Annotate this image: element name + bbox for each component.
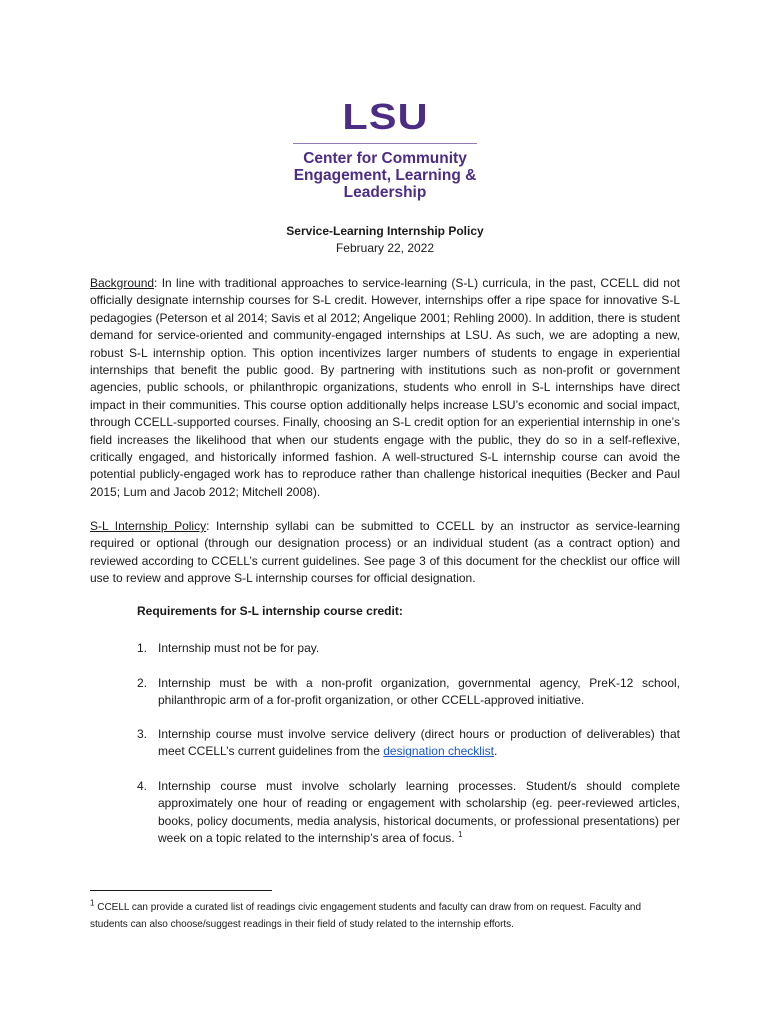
list-item [137,640,680,657]
logo-subtitle-line: Leadership [343,184,427,201]
footnote-divider [90,890,272,891]
logo-wordmark: LSU [341,96,429,137]
designation-checklist-link[interactable]: designation checklist [383,744,494,759]
policy-text: : Internship syllabi can be submitted to CCELL by an instructor as service-learning required or optional (through our designation process) or an individual student (as a contract option) and reviewed according to CCELL’s current guidelines. See page 3 of this document for the checklist our office will use to review and approve S-L internship courses for official designation. [90,519,680,586]
background-label: Background [90,276,155,290]
logo-subtitle-line: Engagement, Learning & [293,167,477,184]
list-item-text-after: . [493,744,498,759]
list-item-text-body: Internship course must involve scholarly learning processes. Student/s should complete approximately one hour of reading or engagement with scholarship (eg. peer-reviewed articles, books, policy documents, media analysis, historical documents, or professional presentations) per week on a topic related to the internship’s area of focus. [158,779,680,846]
list-item-text: Internship must not be for pay. [158,641,320,655]
list-item [137,778,680,848]
footnote-reference[interactable]: 1 [457,830,463,840]
document-date: February 22, 2022 [335,241,435,255]
list-item [137,726,680,761]
footnote-text: CCELL can provide a curated list of readings civic engagement students and faculty can draw from on request. Faculty and students can also choose/suggest readings in their field of study related to the internship efforts. [90,902,642,930]
logo-subtitle [0,150,770,201]
background-paragraph [90,275,680,501]
list-item [137,675,680,710]
list-item-text [158,726,680,761]
lsu-ccell-logo [0,96,770,201]
list-item-number: 2. [137,676,148,690]
list-item-number: 3. [137,727,148,741]
list-item-number: 1. [137,641,148,655]
document-title: Service-Learning Internship Policy [286,224,484,238]
logo-subtitle-line: Center for Community [303,150,467,167]
logo-divider [293,143,477,144]
list-item-text: Internship must be with a non-profit organization, governmental agency, PreK-12 school, philanthropic arm of a for-profit organization, or other CCELL-approved initiative. [158,676,680,708]
footnote-marker: 1 [90,898,95,908]
list-item-text-before: Internship course must involve service delivery (direct hours or production of deliverables) that meet CCELL’s current guidelines from the [158,727,680,759]
list-item-text [158,778,680,848]
background-text: : In line with traditional approaches to service-learning (S-L) curricula, in the past, CCELL did not officially designate internship courses for S-L credit. However, internships offer a ripe space for innovative S-L pedagogies (Peterson et al 2014; Savis et al 2012; Angelique 2001; Rehling 2000). In addition, there is student demand for service-oriented and community-engaged internships at LSU. As such, we are adopting a new, robust S-L internship option. This option incentivizes larger numbers of students to engage in experiential internships that benefit the public good. By partnering with institutions such as non-profit or government agencies, public schools, or philanthropic organizations, students who enroll in S-L internships have direct impact in their communities. This course option additionally helps increase LSU’s economic and social impact, through CCELL-supported courses. Finally, choosing an S-L credit option for an experiential internship in one’s field increases the likelihood that when our students engage with the public, they do so in a self-reflexive, critically engaged, and historically informed fashion. A well-structured S-L internship course can avoid the potential publicly-engaged work has to reproduce rather than challenge historical inequities (Becker and Paul 2015; Lum and Jacob 2012; Mitchell 2008). [90,276,680,499]
policy-paragraph [90,518,680,588]
requirements-heading: Requirements for S-L internship course credit: [137,604,403,618]
document-header [0,223,770,257]
list-item-number: 4. [137,779,148,793]
policy-label: S-L Internship Policy [90,519,207,533]
footnote [90,899,680,933]
